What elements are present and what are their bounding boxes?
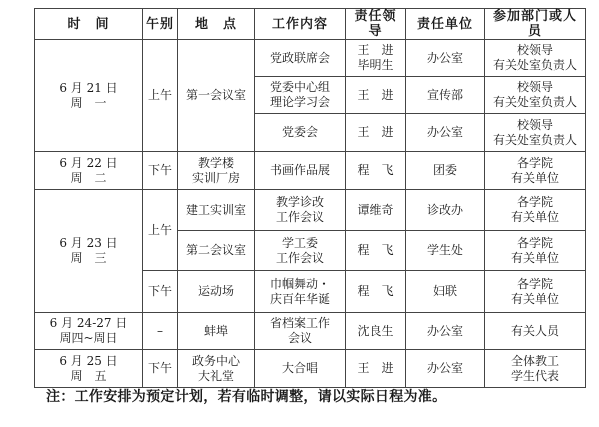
participant-text: 全体教工 [510,353,559,368]
place-cell: 运动场 [178,271,255,313]
leader-cell: 王 进 [346,114,406,152]
date-text: 6 月 25 日 [59,353,118,368]
unit-cell: 宣传部 [406,77,485,114]
place-cell: 蚌埠 [178,313,255,350]
work-cell [255,313,346,350]
work-text: 会议 [287,331,312,345]
participant-text: 校领导 [516,117,553,132]
participants-cell [485,231,586,271]
table-row [35,313,586,350]
ampm-cell: 下午 [143,152,178,190]
schedule-table [34,8,586,388]
weekday-text: 周 五 [70,368,107,383]
date-text: 6 月 22 日 [59,155,118,170]
place-text: 教学楼 [197,155,234,170]
weekday-text: 周 一 [70,95,107,110]
footnote: 注：工作安排为预定计划，若有临时调整，请以实际日程为准。 [46,389,447,405]
work-cell: 书画作品展 [255,152,346,190]
work-text: 学工委 [281,235,318,250]
participant-text: 有关单位 [510,170,559,185]
header-unit: 责任单位 [406,9,485,40]
ampm-cell: 下午 [143,271,178,313]
participant-text: 校领导 [516,43,553,57]
work-cell [255,77,346,114]
ampm-cell: – [143,313,178,350]
unit-cell: 办公室 [406,350,485,388]
leader-cell: 沈良生 [346,313,406,350]
place-cell [178,152,255,190]
participant-text: 有关单位 [510,250,559,265]
header-work: 工作内容 [255,9,346,40]
header-participants: 参加部门或人员 [485,9,586,40]
leader-name: 毕明生 [357,58,394,72]
participants-cell [485,350,586,388]
work-text: 省档案工作 [269,316,330,330]
participants-cell [485,271,586,313]
participants-cell [485,77,586,114]
unit-cell: 办公室 [406,40,485,77]
place-cell: 第一会议室 [178,40,255,152]
place-cell: 建工实训室 [178,190,255,231]
place-text: 实训厂房 [191,170,240,185]
leader-cell: 程 飞 [346,231,406,271]
participants-cell [485,152,586,190]
participant-text: 有关处室负责人 [492,58,577,72]
leader-cell: 王 进 [346,77,406,114]
participant-text: 有关处室负责人 [492,132,577,147]
header-time: 时 间 [35,9,143,40]
date-text: 6 月 24-27 日 [49,316,128,330]
unit-cell: 办公室 [406,313,485,350]
work-cell [255,271,346,313]
table-row [35,152,586,190]
date-cell [35,152,143,190]
work-cell [255,190,346,231]
participants-cell: 有关人员 [485,313,586,350]
leader-cell: 谭维奇 [346,190,406,231]
unit-cell: 办公室 [406,114,485,152]
header-row [35,9,586,40]
work-text: 工作会议 [275,250,324,265]
participant-text: 学生代表 [510,368,559,383]
work-text: 工作会议 [275,210,324,224]
leader-cell: 王 进 [346,350,406,388]
work-text: 党委中心组 [269,80,330,94]
participant-text: 各学院 [516,155,553,170]
place-text: 政务中心 [191,353,240,368]
unit-cell: 学生处 [406,231,485,271]
unit-cell: 诊改办 [406,190,485,231]
weekday-text: 周 三 [70,251,107,265]
work-cell [255,231,346,271]
ampm-cell: 上午 [143,40,178,152]
weekday-text: 周 二 [70,170,107,185]
date-cell [35,313,143,350]
unit-cell: 团委 [406,152,485,190]
table-row [35,190,586,231]
participant-text: 各学院 [516,276,553,291]
place-cell: 第二会议室 [178,231,255,271]
work-text: 庆百年华诞 [269,291,330,306]
ampm-cell: 上午 [143,190,178,271]
work-cell: 大合唱 [255,350,346,388]
date-cell [35,40,143,152]
work-cell: 党政联席会 [255,40,346,77]
work-text: 理论学习会 [269,95,330,109]
header-place: 地 点 [178,9,255,40]
header-ampm: 午别 [143,9,178,40]
work-text: 教学诊改 [275,195,324,209]
date-cell [35,350,143,388]
participant-text: 各学院 [516,235,553,250]
leader-name: 王 进 [357,43,394,57]
participants-cell [485,114,586,152]
leader-cell [346,40,406,77]
participant-text: 各学院 [516,195,553,209]
work-cell: 党委会 [255,114,346,152]
table-row [35,40,586,77]
participant-text: 有关单位 [510,210,559,224]
leader-cell: 程 飞 [346,271,406,313]
participant-text: 校领导 [516,80,553,94]
participant-text: 有关处室负责人 [492,95,577,109]
date-text: 6 月 23 日 [59,236,118,250]
table-row [35,350,586,388]
participants-cell [485,40,586,77]
unit-cell: 妇联 [406,271,485,313]
participants-cell [485,190,586,231]
participant-text: 有关单位 [510,291,559,306]
date-text: 6 月 21 日 [59,80,118,95]
date-cell [35,190,143,313]
place-cell [178,350,255,388]
ampm-cell: 下午 [143,350,178,388]
work-text: 巾帼舞动・ [269,276,330,291]
weekday-text: 周四~周日 [59,331,118,345]
header-leader: 责任领导 [346,9,406,40]
place-text: 大礼堂 [197,368,234,383]
leader-cell: 程 飞 [346,152,406,190]
